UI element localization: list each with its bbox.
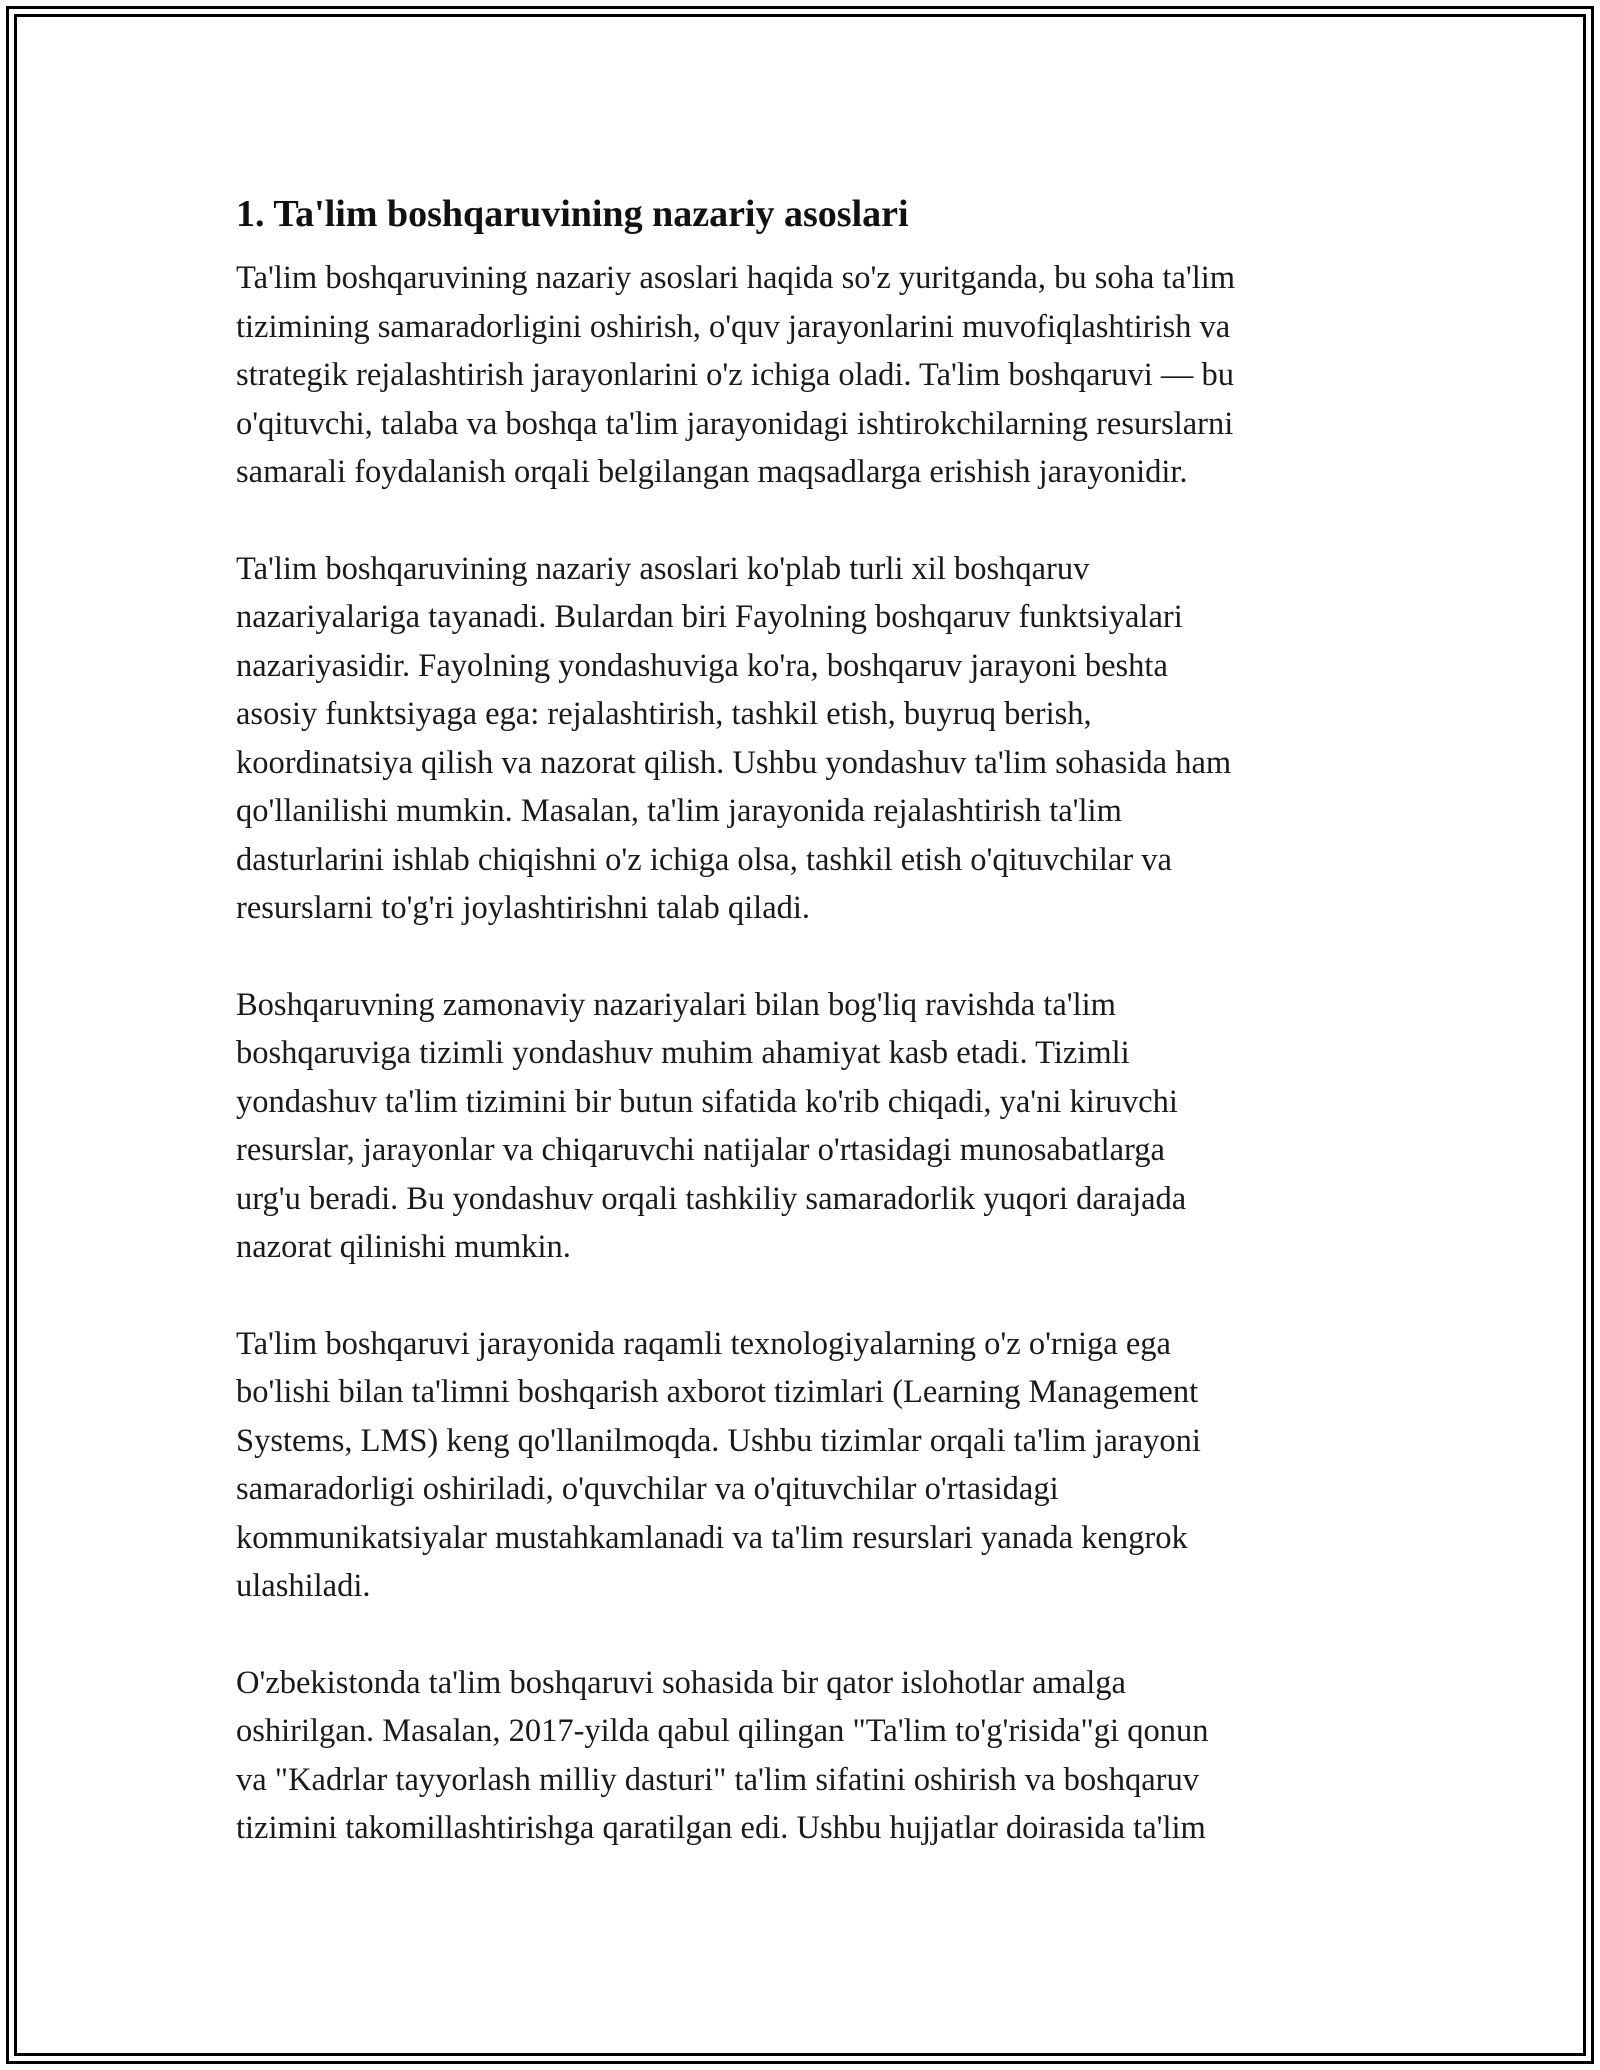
paragraph-1	[236, 254, 1376, 497]
paragraph-line: yondashuv ta'lim tizimini bir butun sifatida ko'rib chiqadi, ya'ni kiruvchi	[236, 1083, 1178, 1120]
paragraph-line: va "Kadrlar tayyorlash milliy dasturi" ta'lim sifatini oshirish va boshqaruv	[236, 1761, 1199, 1798]
paragraph-line: koordinatsiya qilish va nazorat qilish. Ushbu yondashuv ta'lim sohasida ham	[236, 744, 1232, 781]
paragraph-line: dasturlarini ishlab chiqishni o'z ichiga olsa, tashkil etish o'qituvchilar va	[236, 841, 1172, 878]
paragraph-line: resurslar, jarayonlar va chiqaruvchi natijalar o'rtasidagi munosabatlarga	[236, 1132, 1165, 1168]
paragraph-line: Systems, LMS) keng qo'llanilmoqda. Ushbu tizimlar orqali ta'lim jarayoni	[236, 1422, 1201, 1459]
document-content	[236, 188, 1376, 1901]
paragraph-line: strategik rejalashtirish jarayonlarini o'z ichiga oladi. Ta'lim boshqaruvi — bu	[236, 357, 1235, 393]
paragraph-line: samaradorligi oshiriladi, o'quvchilar va o'qituvchilar o'rtasidagi	[236, 1471, 1059, 1507]
paragraph-3	[236, 981, 1376, 1272]
paragraph-line: o'qituvchi, talaba va boshqa ta'lim jarayonidagi ishtirokchilarning resurslarni	[236, 405, 1234, 442]
paragraph-line: nazariyalariga tayanadi. Bulardan biri Fayolning boshqaruv funktsiyalari	[236, 599, 1183, 635]
paragraph-line: ulashiladi.	[236, 1568, 371, 1604]
paragraph-line: bo'lishi bilan ta'limni boshqarish axborot tizimlari (Learning Management	[236, 1374, 1199, 1410]
paragraph-4	[236, 1320, 1376, 1611]
paragraph-line: nazariyasidir. Fayolning yondashuviga ko'ra, boshqaruv jarayoni beshta	[236, 647, 1168, 684]
paragraph-2	[236, 545, 1376, 933]
paragraph-line: Ta'lim boshqaruvi jarayonida raqamli texnologiyalarning o'z o'rniga ega	[236, 1325, 1171, 1362]
paragraph-line: O'zbekistonda ta'lim boshqaruvi sohasida bir qator islohotlar amalga	[236, 1664, 1126, 1701]
paragraph-line: samarali foydalanish orqali belgilangan maqsadlarga erishish jarayonidir.	[236, 454, 1188, 490]
paragraph-line: Ta'lim boshqaruvining nazariy asoslari haqida so'z yuritganda, bu soha ta'lim	[236, 260, 1236, 296]
paragraph-line: qo'llanilishi mumkin. Masalan, ta'lim jarayonida rejalashtirish ta'lim	[236, 793, 1122, 829]
section-heading: 1. Ta'lim boshqaruvining nazariy asoslari	[236, 193, 909, 235]
paragraph-line: tizimini takomillashtirishga qaratilgan edi. Ushbu hujjatlar doirasida ta'lim	[236, 1810, 1206, 1846]
paragraph-line: kommunikatsiyalar mustahkamlanadi va ta'lim resurslari yanada kengrok	[236, 1519, 1188, 1556]
paragraph-line: boshqaruviga tizimli yondashuv muhim ahamiyat kasb etadi. Tizimli	[236, 1035, 1130, 1071]
paragraph-line: resurslarni to'g'ri joylashtirishni talab qiladi.	[236, 890, 811, 926]
paragraph-line: urg'u beradi. Bu yondashuv orqali tashkiliy samaradorlik yuqori darajada	[236, 1180, 1187, 1217]
paragraph-line: oshirilgan. Masalan, 2017-yilda qabul qilingan "Ta'lim to'g'risida"gi qonun	[236, 1713, 1209, 1749]
paragraph-line: asosiy funktsiyaga ega: rejalashtirish, tashkil etish, buyruq berish,	[236, 696, 1092, 732]
paragraph-5	[236, 1659, 1376, 1853]
paragraph-line: tizimining samaradorligini oshirish, o'quv jarayonlarini muvofiqlashtirish va	[236, 308, 1231, 345]
paragraph-line: Ta'lim boshqaruvining nazariy asoslari ko'plab turli xil boshqaruv	[236, 550, 1090, 587]
paragraph-line: nazorat qilinishi mumkin.	[236, 1229, 571, 1265]
paragraph-line: Boshqaruvning zamonaviy nazariyalari bilan bog'liq ravishda ta'lim	[236, 986, 1116, 1023]
